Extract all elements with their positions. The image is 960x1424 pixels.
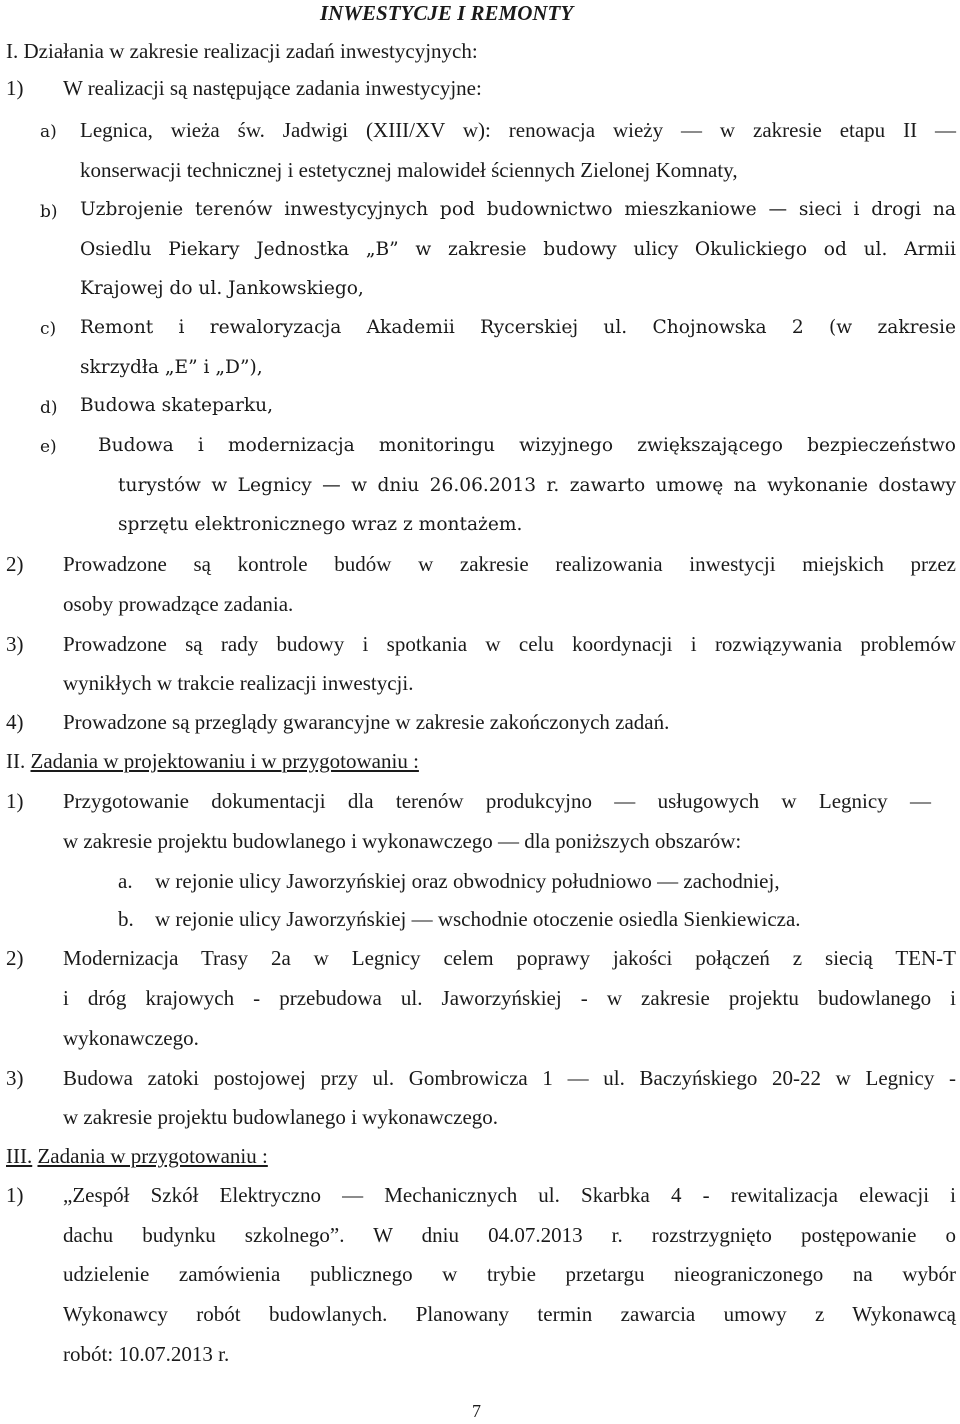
paragraph-line: Budowa zatoki postojowej przy ul. Gombrowicza 1 — ul. Baczyńskiego 20-22 w Legnicy - (63, 1066, 956, 1090)
paragraph-line: Prowadzone są przeglądy gwarancyjne w zakresie zakończonych zadań. (63, 710, 670, 734)
paragraph-line: Prowadzone są rady budowy i spotkania w celu koordynacji i rozwiązywania problemów (63, 632, 956, 656)
list-number: 1) (6, 789, 24, 813)
sublist-label: d) (40, 398, 58, 418)
paragraph-line: konserwacji technicznej i estetycznej malowideł ściennych Zielonej Komnaty, (80, 158, 738, 182)
paragraph-line: skrzydła „E” i „D”), (80, 357, 263, 378)
section-heading (6, 1143, 268, 1169)
sublist-label: a. (118, 869, 133, 893)
section-numeral: III. (6, 1144, 33, 1168)
paragraph-line: Przygotowanie dokumentacji dla terenów produkcyjno — usługowych w Legnicy — (63, 789, 931, 813)
list-number: 3) (6, 632, 24, 656)
sublist-label: c) (40, 319, 57, 339)
sublist-label: b) (40, 202, 58, 222)
paragraph-line: wykonawczego. (63, 1026, 199, 1050)
paragraph-line: „Zespół Szkół Elektryczno — Mechanicznych ul. Skarbka 4 - rewitalizacja elewacji i (63, 1183, 956, 1207)
paragraph-line: sprzętu elektronicznego wraz z montażem. (118, 514, 523, 535)
paragraph-line: udzielenie zamówienia publicznego w trybie przetargu nieograniczonego na wybór (63, 1262, 956, 1286)
section-heading (6, 38, 478, 64)
paragraph-line: Prowadzone są kontrole budów w zakresie realizowania inwestycji miejskich przez (63, 552, 956, 576)
paragraph-line: turystów w Legnicy — w dniu 26.06.2013 r. zawarto umowę na wykonanie dostawy (118, 475, 956, 496)
paragraph-line: Osiedlu Piekary Jednostka „B” w zakresie budowy ulicy Okulickiego od ul. Armii (80, 239, 956, 260)
paragraph-line: Remont i rewaloryzacja Akademii Rycerskiej ul. Chojnowska 2 (w zakresie (80, 317, 956, 338)
paragraph-line: w rejonie ulicy Jaworzyńskiej oraz obwodnicy południowo — zachodniej, (155, 869, 780, 893)
list-number: 4) (6, 710, 24, 734)
sublist-label: b. (118, 907, 134, 931)
page-number: 7 (472, 1401, 481, 1421)
section-title: Zadania w przygotowaniu : (37, 1144, 268, 1168)
list-number: 1) (6, 1183, 24, 1207)
section-heading (6, 748, 419, 774)
section-title: Zadania w projektowaniu i w przygotowaniu : (30, 749, 419, 773)
paragraph-line: w rejonie ulicy Jaworzyńskiej — wschodnie otoczenie osiedla Sienkiewicza. (155, 907, 801, 931)
paragraph-line: Budowa skateparku, (80, 395, 274, 416)
paragraph-line: Modernizacja Trasy 2a w Legnicy celem poprawy jakości połączeń z siecią TEN-T (63, 946, 956, 970)
list-item-text: W realizacji są następujące zadania inwestycyjne: (63, 76, 482, 100)
paragraph-line: w zakresie projektu budowlanego i wykonawczego — dla poniższych obszarów: (63, 829, 742, 853)
page-title: INWESTYCJE I REMONTY (320, 1, 574, 25)
paragraph-line: Budowa i modernizacja monitoringu wizyjnego zwiększającego bezpieczeństwo (98, 435, 956, 456)
paragraph-line: Legnica, wieża św. Jadwigi (XIII/XV w): renowacja wieży — w zakresie etapu II — (80, 118, 956, 142)
paragraph-line: Wykonawcy robót budowlanych. Planowany termin zawarcia umowy z Wykonawcą (63, 1302, 956, 1326)
paragraph-line: Uzbrojenie terenów inwestycyjnych pod budownictwo mieszkaniowe — sieci i drogi na (80, 199, 956, 220)
paragraph-line: osoby prowadzące zadania. (63, 592, 294, 616)
paragraph-line: Krajowej do ul. Jankowskiego, (80, 278, 364, 299)
sublist-label: a) (40, 122, 57, 142)
paragraph-line: robót: 10.07.2013 r. (63, 1342, 230, 1366)
paragraph-line: wynikłych w trakcie realizacji inwestycji. (63, 671, 414, 695)
paragraph-line: w zakresie projektu budowlanego i wykonawczego. (63, 1105, 499, 1129)
list-number: 2) (6, 946, 24, 970)
section-numeral: I. (6, 39, 19, 63)
section-title: Działania w zakresie realizacji zadań inwestycyjnych: (23, 39, 478, 63)
sublist-label: e) (40, 437, 57, 457)
paragraph-line: dachu budynku szkolnego”. W dniu 04.07.2013 r. rozstrzygnięto postępowanie o (63, 1223, 956, 1247)
list-number: 3) (6, 1066, 24, 1090)
paragraph-line: i dróg krajowych - przebudowa ul. Jaworzyńskiej - w zakresie projektu budowlanego i (63, 986, 956, 1010)
section-numeral: II. (6, 749, 26, 773)
list-number: 1) (6, 76, 24, 100)
list-number: 2) (6, 552, 24, 576)
